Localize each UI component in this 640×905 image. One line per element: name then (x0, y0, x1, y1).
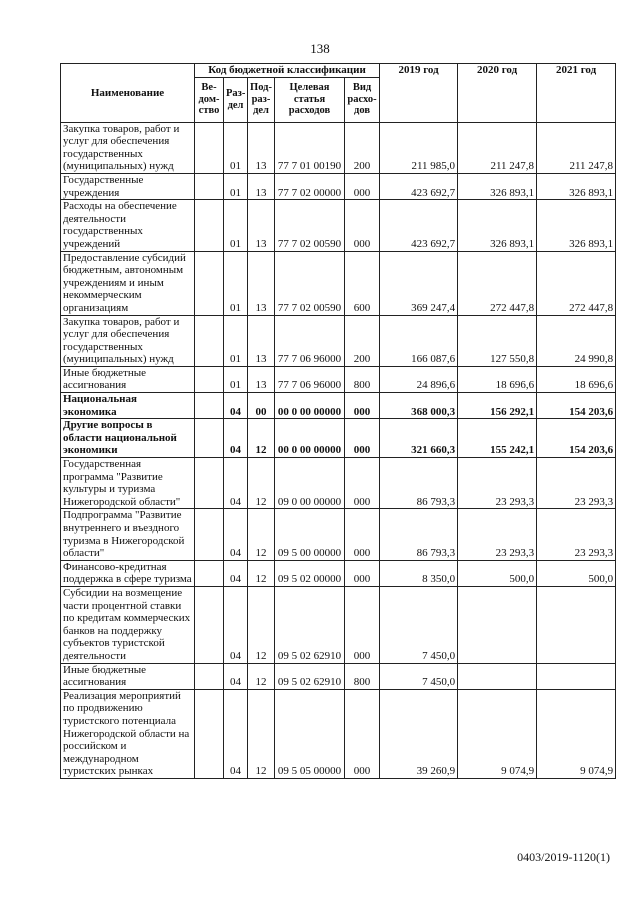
cell-2019: 7 450,0 (380, 663, 458, 689)
cell-vid: 000 (345, 458, 380, 509)
cell-vid: 200 (345, 315, 380, 366)
cell-2020: 23 293,3 (458, 509, 537, 560)
table-row (61, 509, 616, 560)
cell-podrazdel: 00 (248, 393, 275, 419)
cell-2020: 326 893,1 (458, 173, 537, 199)
table-row (61, 251, 616, 315)
cell-name: Другие вопросы в области национальной экономики (61, 419, 195, 458)
cell-vedomstvo (195, 393, 224, 419)
footer-code: 0403/2019-1120(1) (517, 850, 610, 864)
cell-razdel: 01 (224, 315, 248, 366)
cell-vedomstvo (195, 509, 224, 560)
cell-vedomstvo (195, 458, 224, 509)
header-2021: 2021 год (537, 64, 616, 123)
cell-podrazdel: 13 (248, 366, 275, 392)
cell-celevaya: 77 7 02 00590 (275, 251, 345, 315)
cell-celevaya: 09 0 00 00000 (275, 458, 345, 509)
header-podrazdel: Под-раз-дел (248, 77, 275, 122)
cell-razdel: 01 (224, 173, 248, 199)
table-row (61, 419, 616, 458)
cell-2020: 127 550,8 (458, 315, 537, 366)
cell-name: Предоставление субсидий бюджетным, автономным учреждениям и иным некоммерческим организациям (61, 251, 195, 315)
table-row (61, 663, 616, 689)
cell-2019: 8 350,0 (380, 560, 458, 586)
cell-vid: 000 (345, 689, 380, 778)
cell-vedomstvo (195, 251, 224, 315)
cell-vid: 000 (345, 509, 380, 560)
table-row (61, 200, 616, 251)
cell-celevaya: 09 5 00 00000 (275, 509, 345, 560)
cell-podrazdel: 12 (248, 689, 275, 778)
header-name: Наименование (61, 64, 195, 123)
cell-podrazdel: 12 (248, 586, 275, 663)
cell-podrazdel: 13 (248, 200, 275, 251)
cell-2021: 18 696,6 (537, 366, 616, 392)
cell-2020: 155 242,1 (458, 419, 537, 458)
header-razdel: Раз-дел (224, 77, 248, 122)
cell-podrazdel: 13 (248, 173, 275, 199)
cell-podrazdel: 12 (248, 419, 275, 458)
cell-vid: 000 (345, 200, 380, 251)
cell-2021 (537, 663, 616, 689)
cell-vedomstvo (195, 366, 224, 392)
cell-vedomstvo (195, 560, 224, 586)
cell-2021: 326 893,1 (537, 200, 616, 251)
cell-name: Иные бюджетные ассигнования (61, 366, 195, 392)
cell-2019: 7 450,0 (380, 586, 458, 663)
cell-celevaya: 09 5 02 62910 (275, 586, 345, 663)
cell-podrazdel: 13 (248, 315, 275, 366)
cell-2021: 23 293,3 (537, 458, 616, 509)
cell-vedomstvo (195, 315, 224, 366)
cell-vedomstvo (195, 663, 224, 689)
cell-celevaya: 77 7 06 96000 (275, 366, 345, 392)
cell-2020: 9 074,9 (458, 689, 537, 778)
cell-2020: 500,0 (458, 560, 537, 586)
cell-2019: 24 896,6 (380, 366, 458, 392)
cell-2020: 272 447,8 (458, 251, 537, 315)
cell-2019: 423 692,7 (380, 200, 458, 251)
cell-vedomstvo (195, 586, 224, 663)
cell-celevaya: 09 5 02 62910 (275, 663, 345, 689)
table-row (61, 173, 616, 199)
cell-razdel: 04 (224, 586, 248, 663)
cell-name: Государственные учреждения (61, 173, 195, 199)
table-body (61, 122, 616, 778)
cell-2020: 156 292,1 (458, 393, 537, 419)
cell-celevaya: 77 7 02 00000 (275, 173, 345, 199)
budget-table (60, 63, 616, 779)
cell-razdel: 04 (224, 560, 248, 586)
cell-2020: 18 696,6 (458, 366, 537, 392)
cell-name: Государственная программа "Развитие культуры и туризма Нижегородской области" (61, 458, 195, 509)
header-vid: Вид расхо-дов (345, 77, 380, 122)
cell-vid: 800 (345, 366, 380, 392)
table-row (61, 560, 616, 586)
cell-2021: 272 447,8 (537, 251, 616, 315)
cell-razdel: 04 (224, 509, 248, 560)
table-row (61, 458, 616, 509)
cell-name: Субсидии на возмещение части процентной ставки по кредитам коммерческих банков на поддержку субъектов туристской деятельности (61, 586, 195, 663)
cell-vid: 000 (345, 173, 380, 199)
cell-name: Иные бюджетные ассигнования (61, 663, 195, 689)
cell-podrazdel: 13 (248, 251, 275, 315)
header-vedomstvo: Ве-дом-ство (195, 77, 224, 122)
cell-2021: 9 074,9 (537, 689, 616, 778)
cell-name: Финансово-кредитная поддержка в сфере туризма (61, 560, 195, 586)
cell-podrazdel: 13 (248, 122, 275, 173)
cell-vid: 000 (345, 393, 380, 419)
cell-vid: 600 (345, 251, 380, 315)
cell-vedomstvo (195, 122, 224, 173)
cell-podrazdel: 12 (248, 509, 275, 560)
cell-vedomstvo (195, 173, 224, 199)
cell-vid: 000 (345, 586, 380, 663)
table-row (61, 122, 616, 173)
cell-2020 (458, 663, 537, 689)
cell-razdel: 04 (224, 689, 248, 778)
cell-2019: 368 000,3 (380, 393, 458, 419)
cell-2019: 86 793,3 (380, 458, 458, 509)
cell-2020: 326 893,1 (458, 200, 537, 251)
cell-celevaya: 09 5 02 00000 (275, 560, 345, 586)
cell-2019: 211 985,0 (380, 122, 458, 173)
table-row (61, 315, 616, 366)
cell-razdel: 01 (224, 366, 248, 392)
cell-name: Закупка товаров, работ и услуг для обеспечения государственных (муниципальных) нужд (61, 122, 195, 173)
header-2020: 2020 год (458, 64, 537, 123)
table-row (61, 366, 616, 392)
cell-celevaya: 00 0 00 00000 (275, 393, 345, 419)
table-row (61, 689, 616, 778)
cell-2019: 423 692,7 (380, 173, 458, 199)
header-2019: 2019 год (380, 64, 458, 123)
cell-vid: 000 (345, 560, 380, 586)
cell-razdel: 04 (224, 663, 248, 689)
cell-podrazdel: 12 (248, 663, 275, 689)
cell-celevaya: 09 5 05 00000 (275, 689, 345, 778)
cell-podrazdel: 12 (248, 458, 275, 509)
cell-2021 (537, 586, 616, 663)
cell-2021: 23 293,3 (537, 509, 616, 560)
cell-vid: 200 (345, 122, 380, 173)
cell-name: Подпрограмма "Развитие внутреннего и въездного туризма в Нижегородской области" (61, 509, 195, 560)
cell-2019: 166 087,6 (380, 315, 458, 366)
cell-celevaya: 77 7 06 96000 (275, 315, 345, 366)
cell-razdel: 04 (224, 393, 248, 419)
cell-razdel: 01 (224, 251, 248, 315)
table-row (61, 393, 616, 419)
cell-vid: 800 (345, 663, 380, 689)
cell-2021: 154 203,6 (537, 419, 616, 458)
cell-2019: 321 660,3 (380, 419, 458, 458)
cell-razdel: 01 (224, 122, 248, 173)
cell-celevaya: 77 7 01 00190 (275, 122, 345, 173)
cell-2019: 39 260,9 (380, 689, 458, 778)
cell-vedomstvo (195, 200, 224, 251)
cell-2019: 369 247,4 (380, 251, 458, 315)
cell-2021: 24 990,8 (537, 315, 616, 366)
table-row (61, 586, 616, 663)
cell-2021: 326 893,1 (537, 173, 616, 199)
cell-2020: 23 293,3 (458, 458, 537, 509)
cell-name: Национальная экономика (61, 393, 195, 419)
cell-2021: 154 203,6 (537, 393, 616, 419)
cell-name: Расходы на обеспечение деятельности государственных учреждений (61, 200, 195, 251)
cell-vedomstvo (195, 419, 224, 458)
cell-vid: 000 (345, 419, 380, 458)
cell-2021: 500,0 (537, 560, 616, 586)
page-number: 138 (310, 41, 330, 56)
cell-vedomstvo (195, 689, 224, 778)
cell-razdel: 04 (224, 458, 248, 509)
cell-name: Закупка товаров, работ и услуг для обеспечения государственных (муниципальных) нужд (61, 315, 195, 366)
cell-celevaya: 00 0 00 00000 (275, 419, 345, 458)
cell-razdel: 01 (224, 200, 248, 251)
cell-2020 (458, 586, 537, 663)
cell-celevaya: 77 7 02 00590 (275, 200, 345, 251)
cell-2021: 211 247,8 (537, 122, 616, 173)
cell-name: Реализация мероприятий по продвижению туристского потенциала Нижегородской области на российском и международном туристских рынках (61, 689, 195, 778)
cell-2019: 86 793,3 (380, 509, 458, 560)
header-code-group: Код бюджетной классификации (195, 64, 380, 78)
cell-2020: 211 247,8 (458, 122, 537, 173)
cell-podrazdel: 12 (248, 560, 275, 586)
header-celevaya: Целевая статья расходов (275, 77, 345, 122)
cell-razdel: 04 (224, 419, 248, 458)
